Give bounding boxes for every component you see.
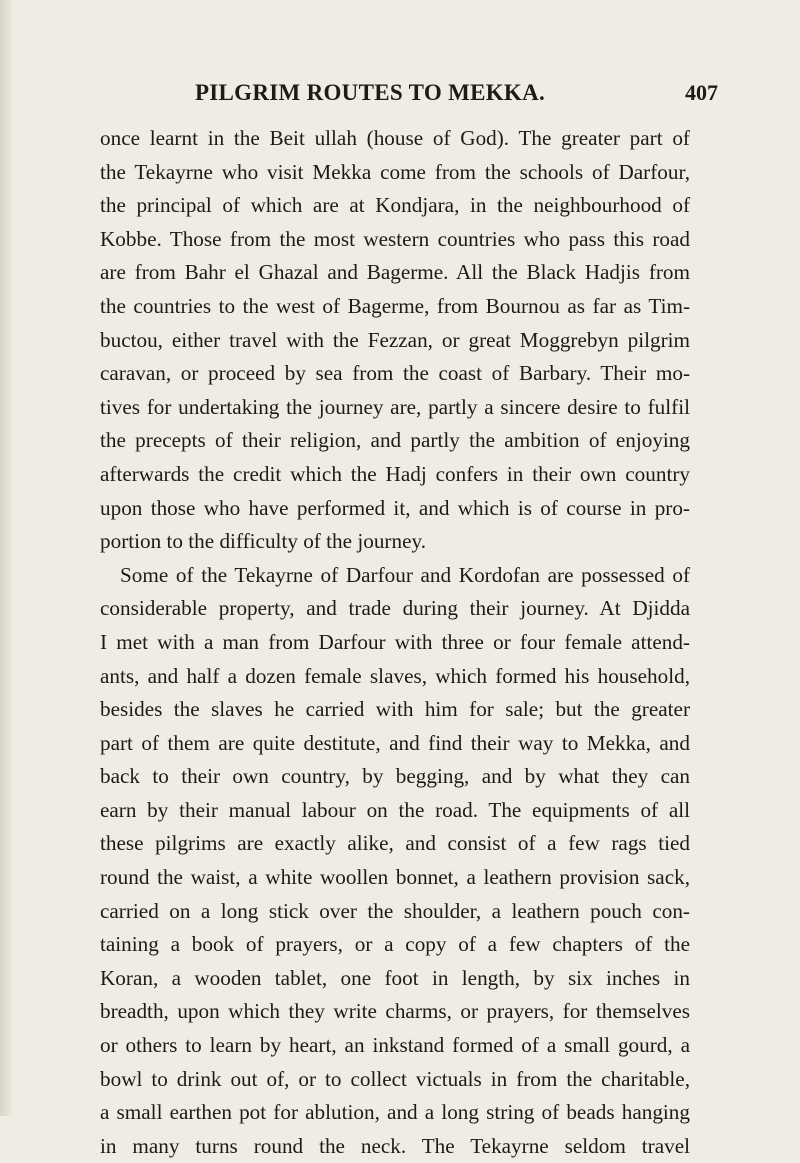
- text-line: the principal of which are at Kondjara, in the neighbourhood of: [100, 193, 690, 218]
- text-line: or others to learn by heart, an inkstand formed of a small gourd, a: [100, 1033, 690, 1058]
- text-line: afterwards the credit which the Hadj confers in their own country: [100, 461, 690, 486]
- text-line: carried on a long stick over the shoulder, a leathern pouch con-: [100, 898, 690, 923]
- paragraph: [100, 559, 690, 1163]
- text-line: caravan, or proceed by sea from the coast of Barbary. Their mo-: [100, 361, 690, 386]
- text-line: the countries to the west of Bagerme, from Bournou as far as Tim-: [100, 293, 690, 318]
- text-line: a small earthen pot for ablution, and a long string of beads hanging: [100, 1100, 690, 1125]
- text-line: these pilgrims are exactly alike, and consist of a few rags tied: [100, 831, 690, 856]
- text-line: besides the slaves he carried with him for sale; but the greater: [100, 697, 690, 722]
- page-header: [0, 80, 800, 114]
- text-line: part of them are quite destitute, and find their way to Mekka, and: [100, 730, 690, 755]
- text-line: upon those who have performed it, and which is of course in pro-: [100, 495, 690, 520]
- text-line: Kobbe. Those from the most western countries who pass this road: [100, 226, 690, 251]
- text-line: tives for undertaking the journey are, partly a sincere desire to fulfil: [100, 394, 690, 419]
- text-line: the precepts of their religion, and partly the ambition of enjoying: [100, 428, 690, 453]
- text-line: breadth, upon which they write charms, or prayers, for themselves: [100, 999, 690, 1024]
- text-line: buctou, either travel with the Fezzan, or great Moggrebyn pilgrim: [100, 327, 690, 352]
- text-line: are from Bahr el Ghazal and Bagerme. All the Black Hadjis from: [100, 260, 690, 285]
- text-line: once learnt in the Beit ullah (house of God). The greater part of: [100, 126, 690, 150]
- text-line: considerable property, and trade during their journey. At Djidda: [100, 596, 690, 621]
- body-text: [100, 122, 690, 1163]
- text-line: back to their own country, by begging, and by what they can: [100, 764, 690, 789]
- running-title: PILGRIM ROUTES TO MEKKA.: [194, 80, 546, 105]
- paragraph: [100, 122, 690, 559]
- text-line: Some of the Tekayrne of Darfour and Kordofan are possessed of: [120, 562, 690, 587]
- text-line: portion to the difficulty of the journey.: [100, 529, 426, 554]
- text-line: taining a book of prayers, or a copy of a few chapters of the: [100, 932, 690, 957]
- text-line: in many turns round the neck. The Tekayrne seldom travel: [100, 1133, 690, 1158]
- page-number: 407: [685, 80, 718, 105]
- page-edge-shadow: [0, 0, 14, 1116]
- text-line: round the waist, a white woollen bonnet, a leathern provision sack,: [100, 865, 690, 890]
- text-line: Koran, a wooden tablet, one foot in length, by six inches in: [100, 965, 690, 990]
- text-line: bowl to drink out of, or to collect victuals in from the charitable,: [100, 1066, 690, 1091]
- text-line: I met with a man from Darfour with three or four female attend-: [100, 629, 690, 654]
- text-line: the Tekayrne who visit Mekka come from the schools of Darfour,: [100, 159, 690, 184]
- text-line: earn by their manual labour on the road. The equipments of all: [100, 797, 690, 822]
- text-line: ants, and half a dozen female slaves, which formed his household,: [100, 663, 690, 688]
